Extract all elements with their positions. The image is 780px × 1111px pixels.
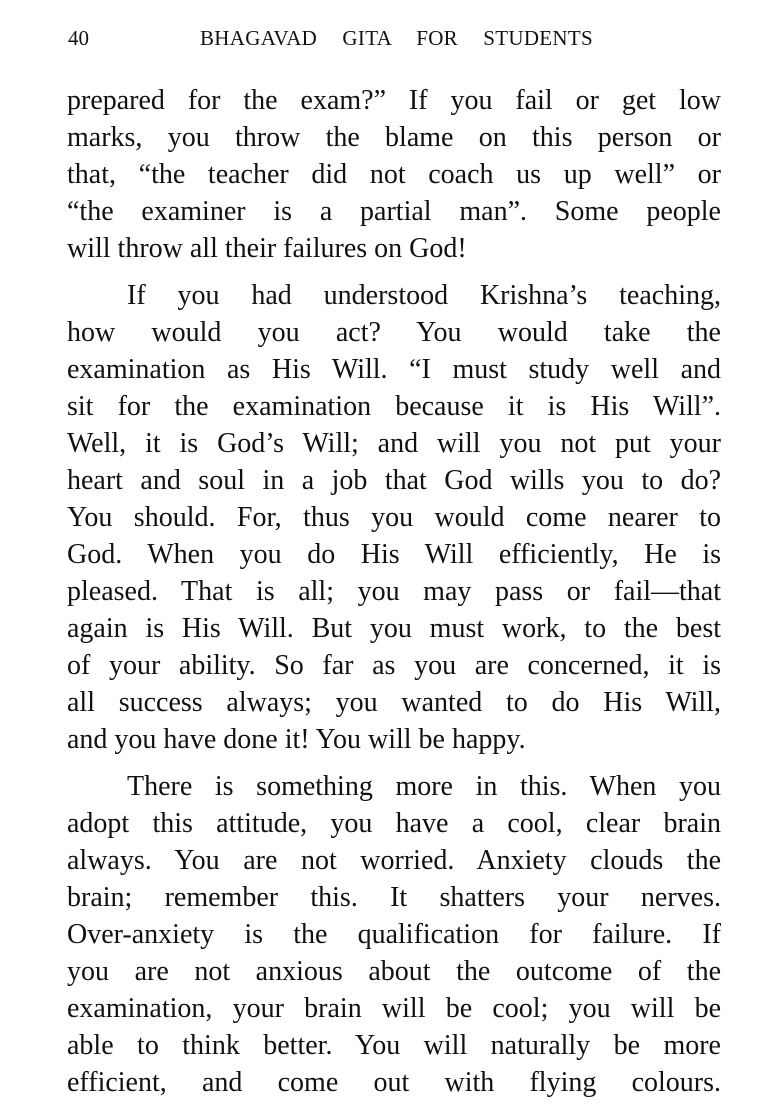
running-title: BHAGAVAD GITA FOR STUDENTS [200,26,593,50]
page-number: 40 [68,26,89,50]
text-line: that, “the teacher did not coach us up well” or [67,159,721,190]
text-line: sit for the examination because it is His Will”. [67,391,721,422]
body-text [67,82,721,1111]
text-line: If you had understood Krishna’s teaching, [127,280,721,311]
text-line: again is His Will. But you must work, to the best [67,613,721,644]
text-line: You should. For, thus you would come nearer to [67,502,721,533]
text-line: prepared for the exam?” If you fail or get low [67,85,721,116]
paragraph [67,277,721,758]
text-line: always. You are not worried. Anxiety clouds the [67,845,721,876]
paragraph [67,82,721,267]
text-line: you are not anxious about the outcome of the [67,956,721,987]
text-line: “the examiner is a partial man”. Some people [67,196,721,227]
text-line: examination, your brain will be cool; you will be [67,993,721,1024]
text-line: adopt this attitude, you have a cool, clear brain [67,808,721,839]
text-line: and you have done it! You will be happy. [67,724,526,755]
text-line: how would you act? You would take the [67,317,721,348]
text-line: marks, you throw the blame on this person or [67,122,721,153]
text-line: examination as His Will. “I must study well and [67,354,721,385]
text-line: pleased. That is all; you may pass or fail—that [67,576,721,607]
text-line: Well, it is God’s Will; and will you not put your [67,428,721,459]
text-line: God. When you do His Will efficiently, He is [67,539,721,570]
text-line: able to think better. You will naturally be more [67,1030,721,1061]
page-header [0,26,780,54]
paragraph [67,768,721,1101]
text-line: brain; remember this. It shatters your nerves. [67,882,721,913]
text-line: all success always; you wanted to do His Will, [67,687,721,718]
text-line: of your ability. So far as you are concerned, it is [67,650,721,681]
text-line: There is something more in this. When you [127,771,721,802]
text-line: efficient, and come out with flying colours. [67,1067,721,1098]
text-line: will throw all their failures on God! [67,233,467,264]
text-line: heart and soul in a job that God wills you to do? [67,465,721,496]
text-line: Over-anxiety is the qualification for failure. If [67,919,721,950]
